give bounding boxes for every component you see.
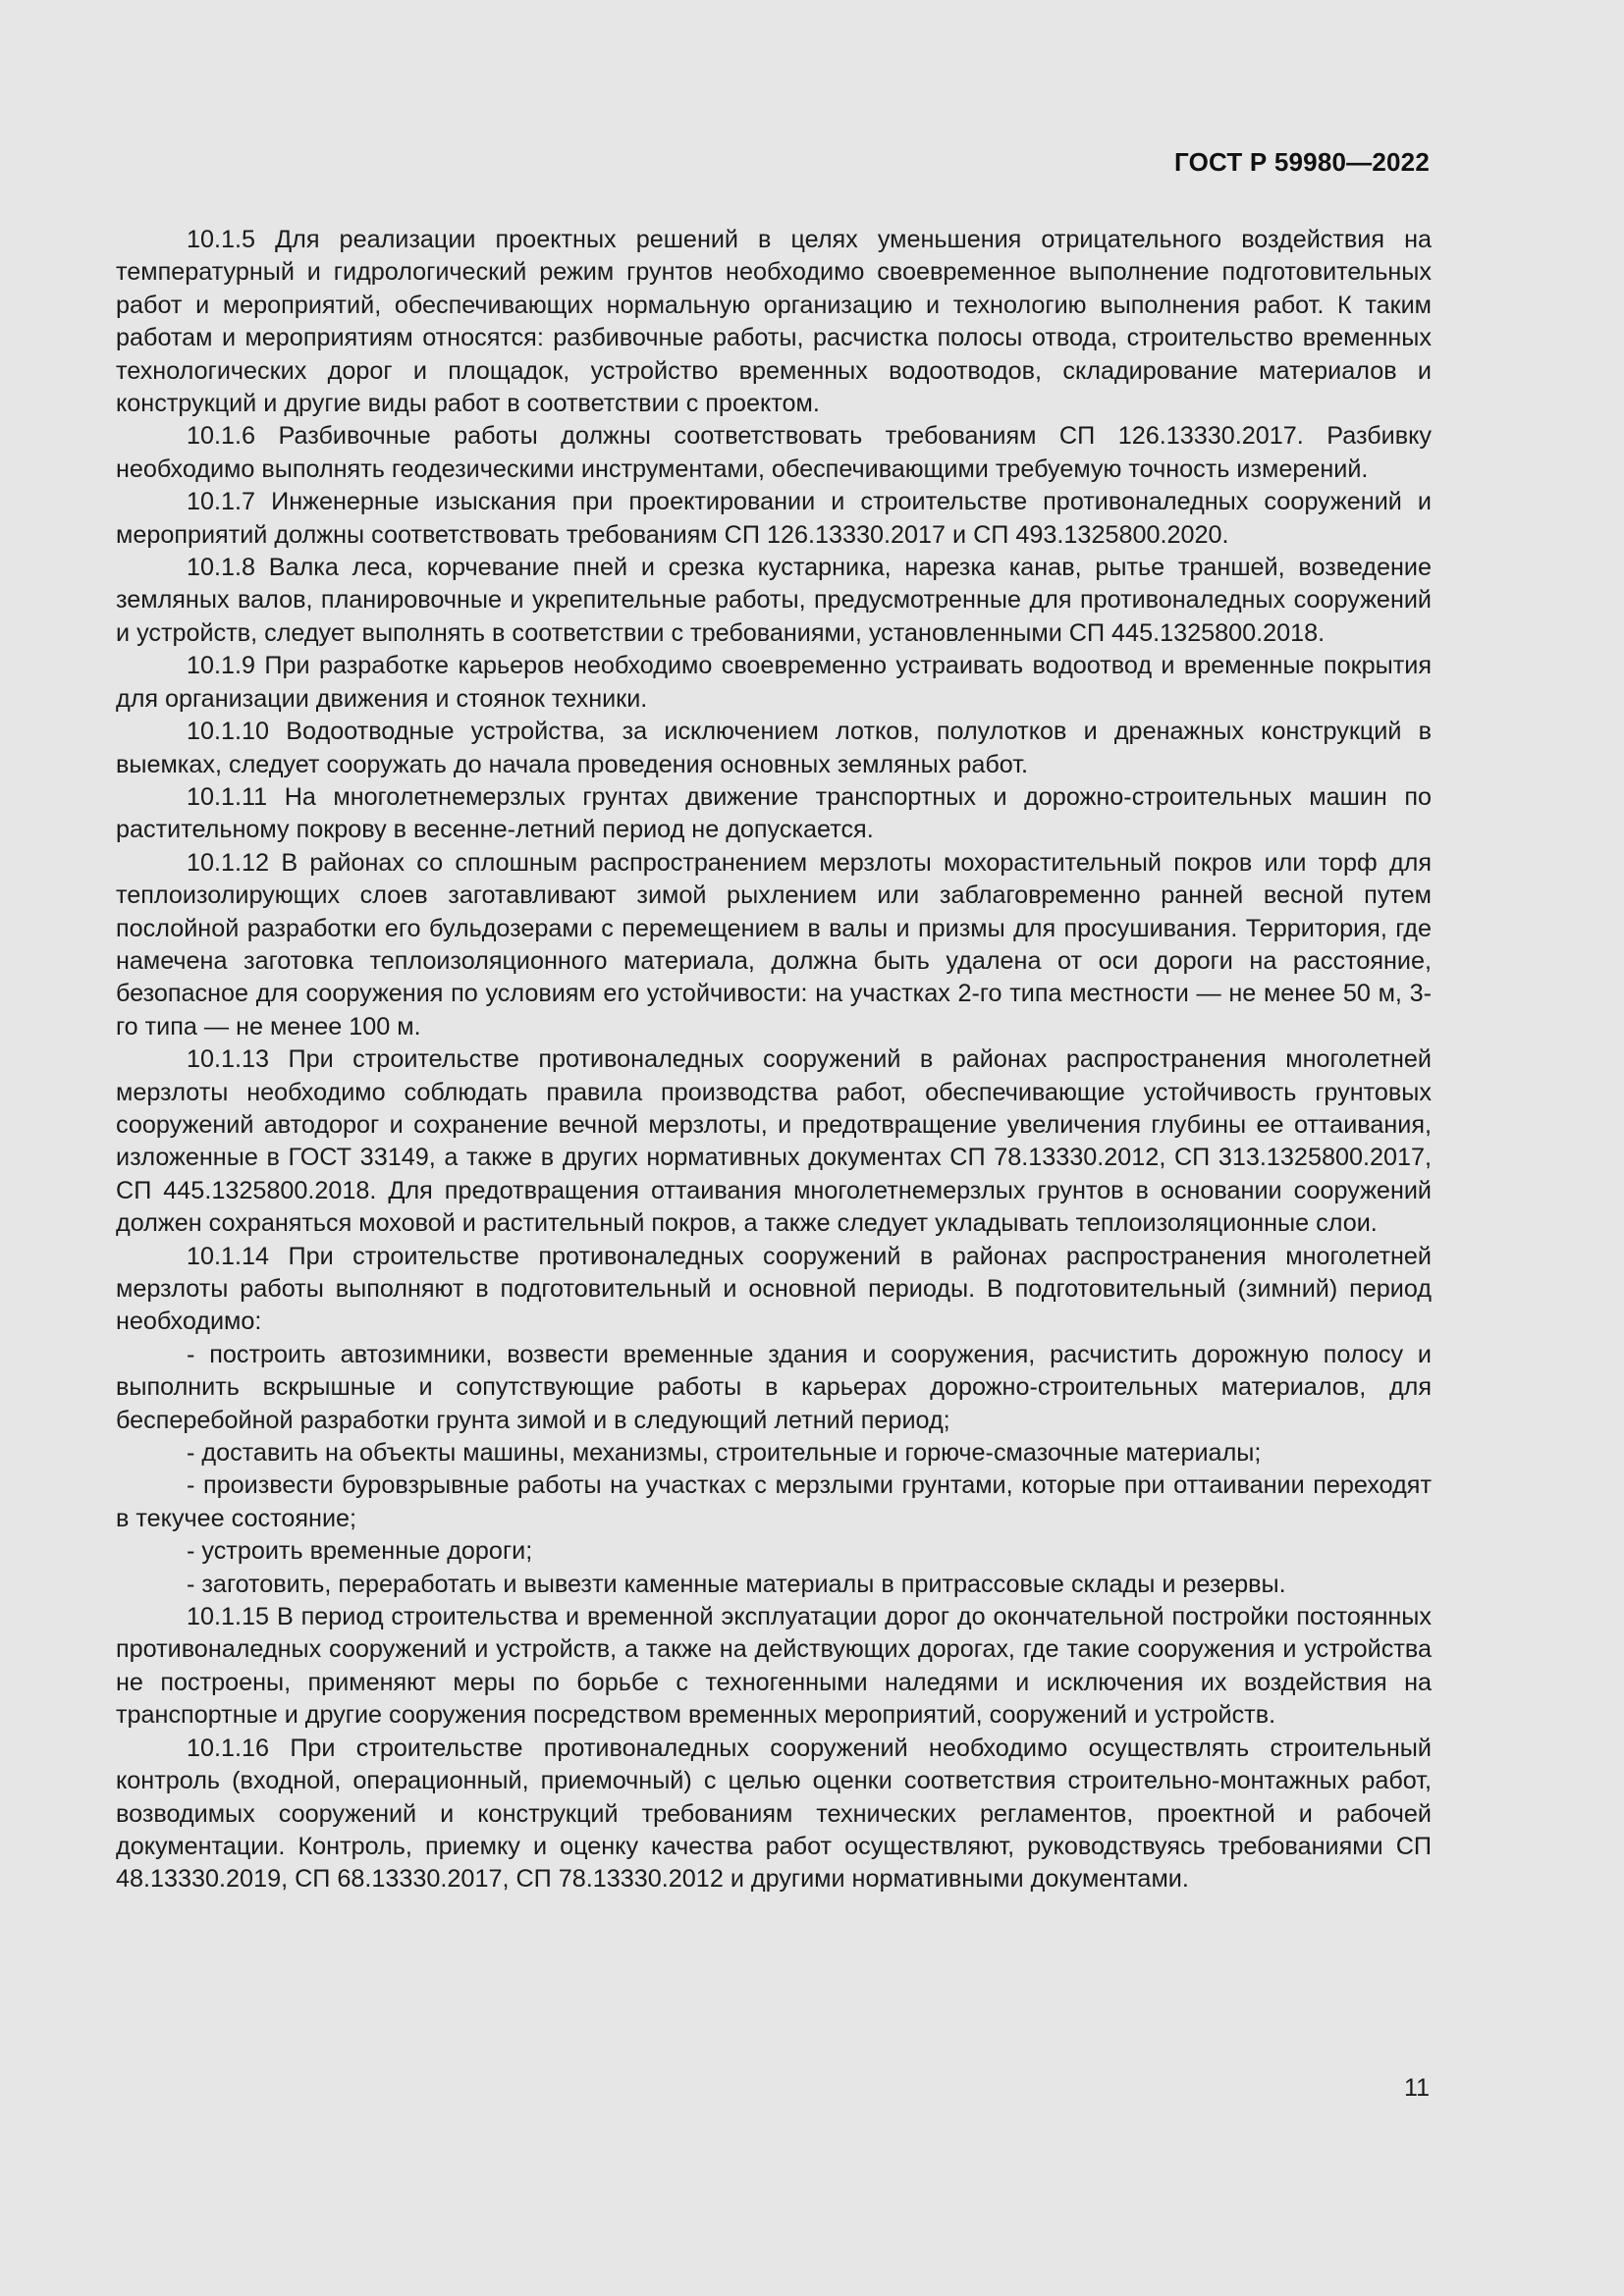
paragraph-10-1-5: 10.1.5 Для реализации проектных решений в целях уменьшения отрицательного воздействия на температурный и гидрологический режим грунтов необходимо своевременное выполнение подготовительных работ и мероприятий, обеспечивающих нормальную организацию и технологию выполнения работ. К таким работам и мероприятиям относятся: разбивочные работы, расчистка полосы отвода, строительство временных технологических дорог и площадок, устройство временных водоотводов, складирование материалов и конструкций и другие виды работ в соответствии с проектом.	[116, 226, 1432, 418]
paragraph-10-1-12: 10.1.12 В районах со сплошным распространением мерзлоты мохорастительный покров или торф для теплоизолирующих слоев заготавливают зимой рыхлением или заблаговременно ранней весной путем послойной разработки его бульдозерами с перемещением в валы и призмы для просушивания. Территория, где намечена заготовка теплоизоляционного материала, должна быть удалена от оси дороги на расстояние, безопасное для сооружения по условиям его устойчивости: на участках 2-го типа местности — не менее 50 м, 3-го типа — не менее 100 м.	[116, 848, 1432, 1041]
paragraph-10-1-15: 10.1.15 В период строительства и временной эксплуатации дорог до окончательной постройки постоянных противоналедных сооружений и устройств, а также на действующих дорогах, где такие сооружения и устройства не построены, применяют меры по борьбе с техногенными наледями и исключения их воздействия на транспортные и другие сооружения посредством временных мероприятий, сооружений и устройств.	[116, 1603, 1432, 1730]
paragraph-10-1-6: 10.1.6 Разбивочные работы должны соответствовать требованиям СП 126.13330.2017. Разбивку необходимо выполнять геодезическими инструментами, обеспечивающими требуемую точность измерений.	[116, 422, 1432, 483]
paragraph-10-1-13: 10.1.13 При строительстве противоналедных сооружений в районах распространения многолетней мерзлоты необходимо соблюдать правила производства работ, обеспечивающие устойчивость грунтовых сооружений автодорог и сохранение вечной мерзлоты, и предотвращение увеличения глубины ее оттаивания, изложенные в ГОСТ 33149, а также в других нормативных документах СП 78.13330.2012, СП 313.1325800.2017, СП 445.1325800.2018. Для предотвращения оттаивания многолетнемерзлых грунтов в основании сооружений должен сохраняться моховой и растительный покров, а также следует укладывать теплоизоляционные слои.	[116, 1045, 1432, 1238]
list-item: - произвести буровзрывные работы на участках с мерзлыми грунтами, которые при оттаивании переходят в текучее состояние;	[116, 1471, 1432, 1532]
paragraph-10-1-10: 10.1.10 Водоотводные устройства, за исключением лотков, полулотков и дренажных конструкций в выемках, следует сооружать до начала проведения основных земляных работ.	[116, 718, 1432, 778]
paragraph-10-1-9: 10.1.9 При разработке карьеров необходимо своевременно устраивать водоотвод и временные покрытия для организации движения и стоянок техники.	[116, 652, 1432, 713]
list-item: - построить автозимники, возвести временные здания и сооружения, расчистить дорожную полосу и выполнить вскрышные и сопутствующие работы в карьерах дорожно-строительных материалов, для бесперебойной разработки грунта зимой и в следующий летний период;	[116, 1340, 1432, 1434]
paragraph-10-1-8: 10.1.8 Валка леса, корчевание пней и срезка кустарника, нарезка канав, рытье траншей, возведение земляных валов, планировочные и укрепительные работы, предусмотренные для противоналедных сооружений и устройств, следует выполнять в соответствии с требованиями, установленными СП 445.1325800.2018.	[116, 554, 1432, 647]
list-item: - доставить на объекты машины, механизмы, строительные и горюче-смазочные материалы;	[187, 1439, 1262, 1468]
paragraph-10-1-14: 10.1.14 При строительстве противоналедных сооружений в районах распространения многолетней мерзлоты работы выполняют в подготовительный и основной периоды. В подготовительный (зимний) период необходимо:	[116, 1242, 1432, 1336]
paragraph-10-1-7: 10.1.7 Инженерные изыскания при проектировании и строительстве противоналедных сооружений и мероприятий должны соответствовать требованиям СП 126.13330.2017 и СП 493.1325800.2020.	[116, 488, 1432, 549]
document-body	[116, 224, 1432, 1896]
list-item: - заготовить, переработать и вывезти каменные материалы в притрассовые склады и резервы.	[187, 1570, 1286, 1598]
paragraph-10-1-16: 10.1.16 При строительстве противоналедных сооружений необходимо осуществлять строительный контроль (входной, операционный, приемочный) с целью оценки соответствия строительно-монтажных работ, возводимых сооружений и конструкций требованиям технических регламентов, проектной и рабочей документации. Контроль, приемку и оценку качества работ осуществляют, руководствуясь требованиями СП 48.13330.2019, СП 68.13330.2017, СП 78.13330.2012 и другими нормативными документами.	[116, 1734, 1432, 1894]
document-code-header: ГОСТ Р 59980—2022	[1174, 147, 1430, 177]
list-item: - устроить временные дороги;	[187, 1537, 533, 1566]
page-number: 11	[1404, 2074, 1430, 2102]
paragraph-10-1-11: 10.1.11 На многолетнемерзлых грунтах движение транспортных и дорожно-строительных машин по растительному покрову в весенне-летний период не допускается.	[116, 782, 1432, 844]
